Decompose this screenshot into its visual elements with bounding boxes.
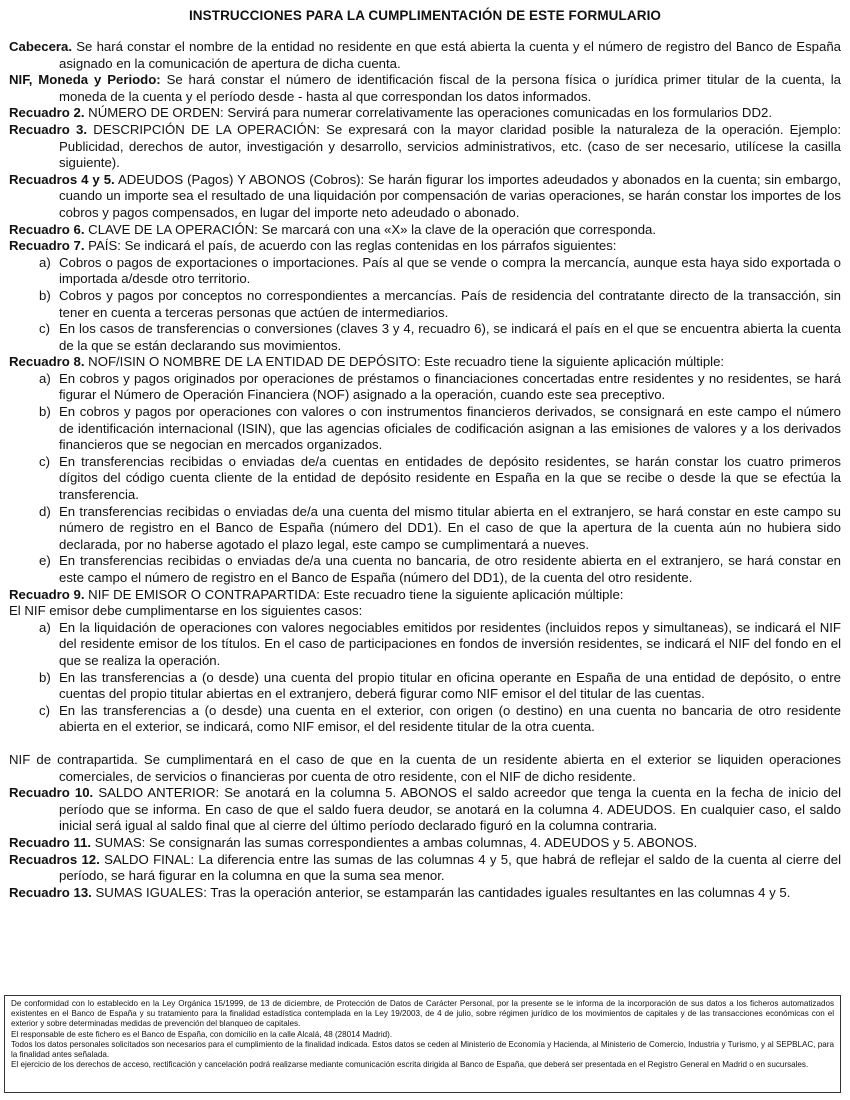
section-recuadro-7 [9, 238, 841, 255]
notice-paragraph: De conformidad con lo establecido en la Ley Orgánica 15/1999, de 13 de diciembre, de Protección de Datos de Carácter Personal, por la presente se le informa de la incorporación de sus datos a los ficheros automatizados existentes en el Banco de España y su tratamiento para la finalidad estadística contemplada en la Ley 19/2003, de 4 de julio, sobre régimen jurídico de los movimientos de capitales y de las transacciones económicas con el exterior y sobre determinadas medidas de prevención del blanqueo de capitales. [11, 999, 834, 1029]
list-item-label: c) [39, 702, 50, 718]
list-item-text: En las transferencias a (o desde) una cuenta en el exterior, con origen (o destino) en una cuenta no bancaria de otro residente abierta en el exterior, se indicará, como NIF emisor, el del residente titular de la otra cuenta. [59, 702, 841, 735]
instructions-page [9, 0, 841, 901]
notice-paragraph: El responsable de este fichero es el Banco de España, con domicilio en la calle Alcalá, 48 (28014 Madrid). [11, 1029, 393, 1039]
section-recuadro-9 [9, 587, 841, 604]
section-lead: Recuadro 3. [9, 121, 88, 137]
section-recuadro-8 [9, 354, 841, 371]
list-item-text: Cobros o pagos de exportaciones o importaciones. País al que se vende o compra la mercancía, aunque esta haya sido exportada o importada a/desde otro territorio. [59, 254, 841, 287]
list-item [9, 620, 841, 670]
section-lead: Cabecera. [9, 39, 73, 54]
list-item-text: En cobros y pagos originados por operaciones de préstamos o financiaciones concertadas entre residentes y no residentes, se hará figurar el Número de Operación Financiera (NOF) asignado a la operación, cuando este sea preceptivo. [59, 370, 841, 403]
list-item-label: d) [39, 503, 51, 519]
section-text: CLAVE DE LA OPERACIÓN: Se marcará con una «X» la clave de la operación que corresponda. [88, 221, 657, 237]
section-recuadro-3 [9, 122, 841, 172]
list-item-label: a) [39, 619, 51, 635]
list-item-label: a) [39, 370, 51, 386]
section-recuadro-10 [9, 785, 841, 835]
list-item [9, 321, 841, 354]
section-text: PAÍS: Se indicará el país, de acuerdo con las reglas contenidas en los párrafos siguientes: [88, 238, 617, 254]
list-item-text: Cobros y pagos por conceptos no correspondientes a mercancías. País de residencia del contratante directo de la transacción, sin tener en cuenta a terceras personas que actúen de intermediarios. [59, 287, 841, 320]
instructions-body [9, 39, 841, 901]
list-item-text: En la liquidación de operaciones con valores negociables emitidos por residentes (incluidos repos y simultaneas), se indicará el NIF del residente emisor de los títulos. En el caso de participaciones en fondos de inversión residentes, se indicará el NIF del fondo en el que se realiza la operación. [59, 619, 841, 668]
section-text: SALDO FINAL: La diferencia entre las sumas de las columnas 4 y 5, que habrá de reflejar el saldo de la cuenta al cierre del período, se hará figurar en la columna en que la suma sea menor. [59, 851, 842, 884]
list-item [9, 670, 841, 703]
list-item-text: En transferencias recibidas o enviadas de/a una cuenta no bancaria, de otro residente abierta en el extranjero, se hará constar en este campo el número de registro en el Banco de España (número del DD1), de la cuenta del otro residente. [59, 553, 841, 585]
list-item-text: En transferencias recibidas o enviadas de/a cuentas en entidades de depósito residentes, se harán constar los cuatro primeros dígitos del código cuenta cliente de la entidad de depósito residente en España en la que se recibe o desde la que se efectúa la transferencia. [59, 453, 841, 503]
section-text: SALDO ANTERIOR: Se anotará en la columna 5. ABONOS el saldo acreedor que tenga la cuenta en la fecha de inicio del período que se informa. En caso de que el saldo fuera deudor, se anotará en la columna 4. ADEUDOS. En cualquier caso, el saldo inicial será igual al saldo final que al cierre del último período declarado figuró en la columna contraria. [59, 785, 841, 834]
section-text: Se hará constar el nombre de la entidad no residente en que está abierta la cuenta y el número de registro del Banco de España asignado en la comunicación de apertura de dicha cuenta. [59, 39, 841, 71]
list-item-label: c) [39, 321, 50, 337]
list-item [9, 255, 841, 288]
list-item [9, 553, 841, 586]
list-item [9, 703, 841, 736]
section-lead: Recuadro 13. [9, 884, 92, 900]
section-text: SUMAS IGUALES: Tras la operación anterior, se estamparán las cantidades iguales resultantes en las columnas 4 y 5. [95, 884, 791, 900]
section-lead: NIF, Moneda y Periodo: [9, 72, 161, 88]
list-item-label: c) [39, 453, 50, 469]
list-item-label: b) [39, 404, 51, 420]
section-recuadros-4-5 [9, 172, 841, 222]
data-protection-notice [4, 995, 841, 1093]
list-item-text: En las transferencias a (o desde) una cuenta del propio titular en oficina operante en España de una entidad de depósito, o entre cuentas del propio titular abiertas en el extranjero, deberá figurar como NIF emisor el del titular de las cuentas. [59, 669, 841, 702]
section-lead: Recuadro 6. [9, 221, 85, 237]
list-item [9, 504, 841, 554]
section-text: ADEUDOS (Pagos) Y ABONOS (Cobros): Se harán figurar los importes adeudados y abonados en la cuenta; sin embargo, cuando un importe sea el resultado de una liquidación por compensación de varias operaciones, se harán constar los importes de los cobros y pagos compensados, en lugar del importe neto adeudado o abonado. [59, 171, 842, 220]
page-title: INSTRUCCIONES PARA LA CUMPLIMENTACIÓN DE ESTE FORMULARIO [188, 8, 662, 23]
section-recuadros-12 [9, 852, 841, 885]
list-item [9, 404, 841, 454]
section-text: Se hará constar el número de identificación fiscal de la persona física o jurídica primer titular de la cuenta, la moneda de la cuenta y el período desde - hasta al que correspondan los datos informados. [59, 72, 841, 104]
section-lead: Recuadros 12. [9, 851, 100, 867]
section-lead: Recuadro 2. [9, 105, 85, 121]
section-lead: Recuadro 9. [9, 586, 85, 602]
list-item-label: e) [39, 553, 51, 569]
spacer [9, 736, 841, 752]
section-lead: Recuadro 10. [9, 785, 94, 801]
list-item-label: b) [39, 669, 51, 685]
section-lead: Recuadros 4 y 5. [9, 171, 115, 187]
section-lead: Recuadro 7. [9, 238, 85, 254]
list-item [9, 454, 841, 504]
section-lead: Recuadro 11. [9, 834, 92, 850]
section-recuadro-2 [9, 105, 841, 122]
section-nif-moneda-periodo [9, 72, 841, 105]
list-item [9, 371, 841, 404]
list-item-label: b) [39, 287, 51, 303]
section-recuadro-6 [9, 222, 841, 239]
section-text: NÚMERO DE ORDEN: Servirá para numerar correlativamente las operaciones comunicadas en los formularios DD2. [88, 105, 772, 121]
section-text: NOF/ISIN O NOMBRE DE LA ENTIDAD DE DEPÓSITO: Este recuadro tiene la siguiente aplicación múltiple: [88, 354, 725, 370]
nif-contrapartida-paragraph: NIF de contrapartida. Se cumplimentará en el caso de que en la cuenta de un residente abierta en el exterior se liquiden operaciones comerciales, de servicios o financieras por cuenta de otro residente, con el NIF de dicho residente. [9, 751, 841, 784]
section-text: NIF DE EMISOR O CONTRAPARTIDA: Este recuadro tiene la siguiente aplicación múltiple: [88, 586, 624, 602]
section-text: SUMAS: Se consignarán las sumas correspondientes a ambas columnas, 4. ADEUDOS y 5. ABONOS. [94, 834, 698, 850]
section-recuadro-13 [9, 885, 841, 902]
list-item-label: a) [39, 254, 51, 270]
section-lead: Recuadro 8. [9, 354, 85, 370]
notice-paragraph: El ejercicio de los derechos de acceso, rectificación y cancelación podrá realizarse mediante comunicación escrita dirigida al Banco de España, que deberá ser presentada en el Registro General en Madrid o en sucursales. [11, 1060, 809, 1070]
section-recuadro-11 [9, 835, 841, 852]
list-item [9, 288, 841, 321]
list-item-text: En los casos de transferencias o conversiones (claves 3 y 4, recuadro 6), se indicará el país en el que se encuentra abierta la cuenta de la que se están declarando sus movimientos. [59, 321, 841, 353]
notice-paragraph: Todos los datos personales solicitados son necesarios para el cumplimiento de la finalidad indicada. Estos datos se ceden al Ministerio de Economía y Hacienda, al Ministerio de Comercio, Industria y Turismo, y al SEPBLAC, para la finalidad antes señalada. [11, 1039, 834, 1060]
section-cabecera [9, 39, 841, 72]
section-text: DESCRIPCIÓN DE LA OPERACIÓN: Se expresará con la mayor claridad posible la naturaleza de la operación. Ejemplo: Publicidad, derechos de autor, investigación y desarrollo, servicios administrativos, etc. (caso de ser necesario, utilícese la casilla siguiente). [59, 121, 841, 171]
list-item-text: En cobros y pagos por operaciones con valores o con instrumentos financieros derivados, se consignará en este campo el número de identificación internacional (ISIN), que las agencias oficiales de codificación asignan a las emisiones de valores y a los derivados financieros que se negocian en mercados organizados. [59, 404, 841, 453]
list-item-text: En transferencias recibidas o enviadas de/a una cuenta del mismo titular abierta en el extranjero, se hará constar en este campo su número de registro en el Banco de España (número del DD1). En el caso de que la apertura de la cuenta aún no hubiera sido declarada, por no haberse agotado el plazo legal, este campo se cumplimentará a nueves. [59, 503, 841, 552]
recuadro-9-intro: El NIF emisor debe cumplimentarse en los siguientes casos: [9, 603, 363, 619]
